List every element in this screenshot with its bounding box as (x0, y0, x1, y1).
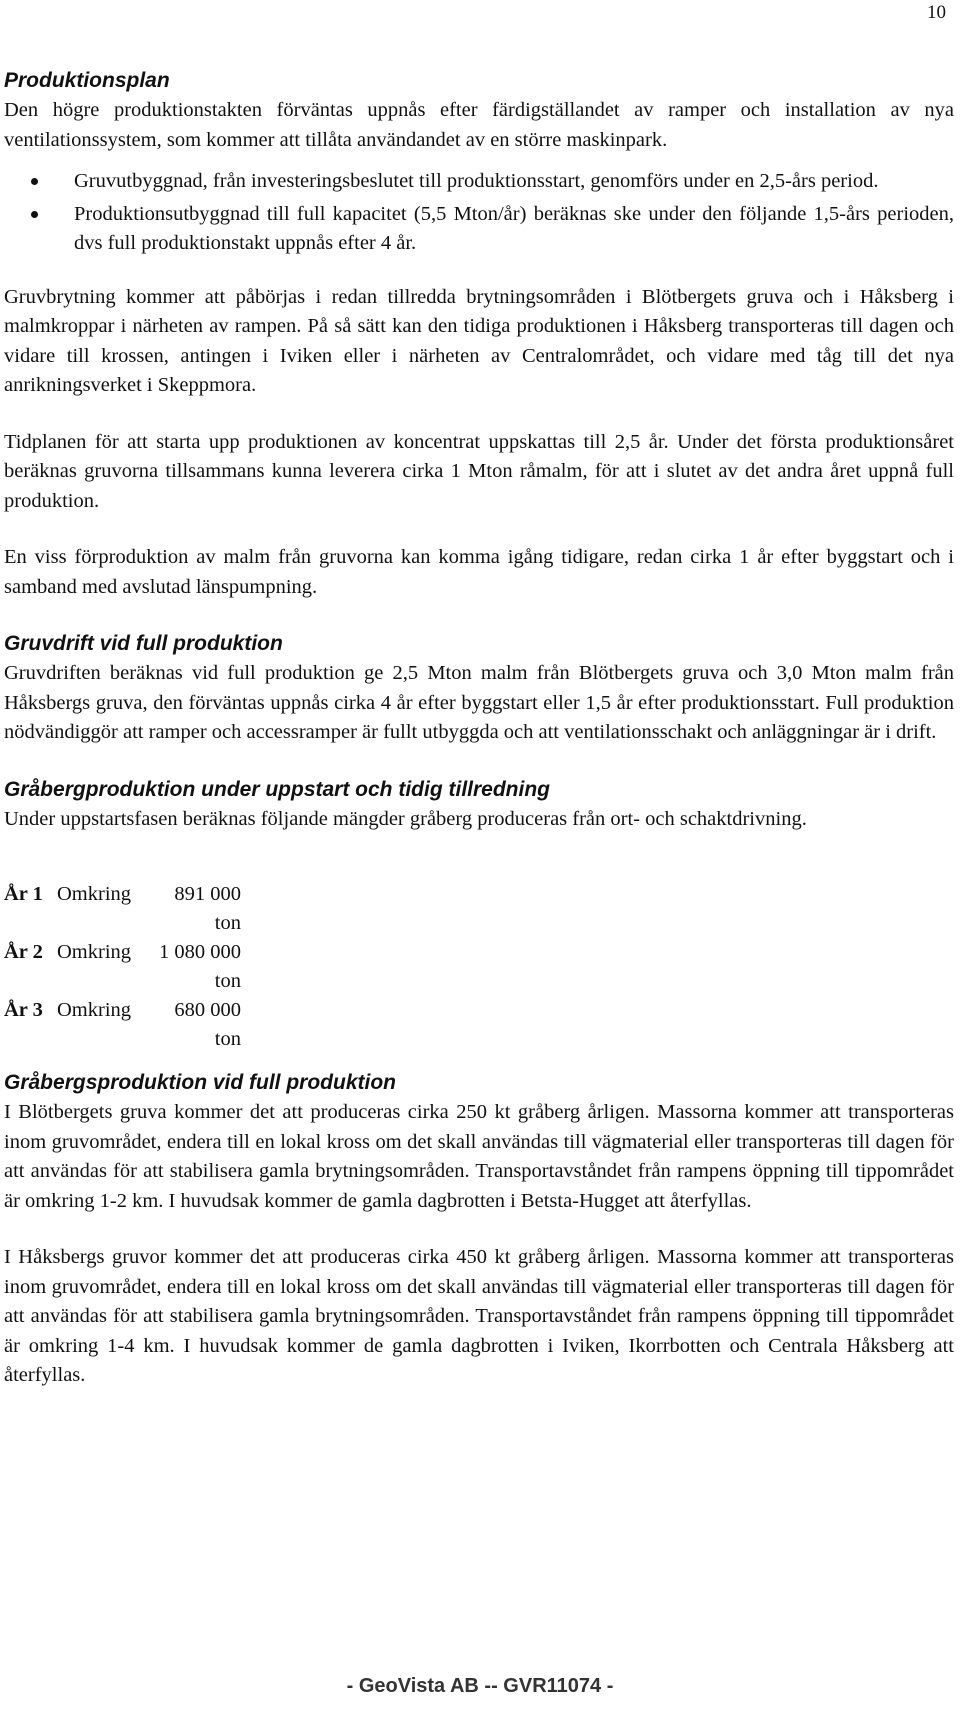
section-heading-gruvdrift: Gruvdrift vid full produktion (4, 632, 283, 655)
body-paragraph: Gruvdriften beräknas vid full produktion ge 2,5 Mton malm från Blötbergets gruva och 3,0 Mton malm från Håksbergs gruva, den förväntas uppnås cirka 4 år efter byggstart eller 1,5 år efter produktionsstart. Full produktion nödvändiggör att ramper och accessramper är fullt utbyggda och att ventilationsschakt och anläggningar är i drift. (4, 662, 954, 743)
amount-approx: Omkring (57, 941, 132, 963)
body-paragraph: Tidplanen för att starta upp produktionen av koncentrat uppskattas till 2,5 år. Under det första produktionsåret beräknas gruvorna tillsammans kunna leverera cirka 1 Mton råmalm, för att i slutet av det andra året uppnå full produktion. (4, 430, 954, 512)
document-body (4, 66, 954, 1418)
amount-row (4, 996, 954, 1054)
page-footer: - GeoVista AB -- GVR11074 - (346, 1675, 614, 1697)
bullet-item (4, 167, 954, 197)
page-number: 10 (927, 2, 946, 23)
section-heading-grabergsproduktion-full: Gråbergsproduktion vid full produktion (4, 1071, 396, 1094)
intro-paragraph: Den högre produktionstakten förväntas uppnås efter färdigställandet av ramper och installation av nya ventilationssystem, som kommer att tillåta användandet av en större maskinpark. (4, 99, 954, 151)
waste-rock-amounts (4, 880, 954, 1054)
bullet-text: Produktionsutbyggnad till full kapacitet (5,5 Mton/år) beräknas ske under den följande 1,5-års perioden, dvs full produktionstakt uppnås efter 4 år. (74, 202, 954, 254)
section-heading-produktionsplan: Produktionsplan (4, 69, 170, 92)
amount-row (4, 938, 954, 996)
body-paragraph: En viss förproduktion av malm från gruvorna kan komma igång tidigare, redan cirka 1 år efter byggstart och i samband med avslutad länspumpning. (4, 546, 954, 598)
bullet-item (4, 200, 954, 259)
bullet-text: Gruvutbyggnad, från investeringsbeslutet till produktionsstart, genomförs under en 2,5-års period. (74, 170, 879, 192)
body-paragraph: Under uppstartsfasen beräknas följande mängder gråberg produceras från ort- och schaktdrivning. (4, 807, 807, 830)
amount-approx: Omkring (57, 999, 132, 1021)
bullet-list (4, 167, 954, 259)
bullet-icon (31, 178, 38, 185)
amount-value: 680 000 ton (174, 999, 241, 1050)
section-heading-grabergproduktion-uppstart: Gråbergproduktion under uppstart och tidig tillredning (4, 777, 550, 801)
body-paragraph: I Blötbergets gruva kommer det att produceras cirka 250 kt gråberg årligen. Massorna kommer att transporteras inom gruvområdet, endera till en lokal kross om det skall användas till vägmaterial eller transporteras till dagen för att användas för att stabilisera gamla brytningsområden. Transportavståndet från rampens öppning till tippområdet är omkring 1-2 km. I huvudsak kommer de gamla dagbrotten i Betsta-Hugget att återfyllas. (4, 1101, 954, 1212)
amount-year: År 1 (4, 883, 43, 905)
body-paragraph: I Håksbergs gruvor kommer det att produceras cirka 450 kt gråberg årligen. Massorna kommer att transporteras inom gruvområdet, endera till en lokal kross om det skall användas till vägmaterial eller transporteras till dagen för att användas för att stabilisera gamla brytningsområden. Transportavståndet från rampens öppning till tippområdet är omkring 1-4 km. I huvudsak kommer de gamla dagbrotten i Iviken, Ikorrbotten och Centrala Håksberg att återfyllas. (4, 1246, 954, 1386)
amount-approx: Omkring (57, 883, 132, 905)
amount-year: År 3 (4, 999, 43, 1021)
amount-value: 1 080 000 ton (159, 941, 241, 992)
bullet-icon (31, 211, 38, 218)
amount-year: År 2 (4, 941, 43, 963)
amount-value: 891 000 ton (174, 883, 241, 934)
amount-row (4, 880, 954, 938)
body-paragraph: Gruvbrytning kommer att påbörjas i redan tillredda brytningsområden i Blötbergets gruva och i Håksberg i malmkroppar i närheten av rampen. På så sätt kan den tidiga produktionen i Håksberg transporteras till dagen och vidare till krossen, antingen i Iviken eller i närheten av Centralområdet, och vidare med tåg till det nya anrikningsverket i Skeppmora. (4, 285, 954, 396)
